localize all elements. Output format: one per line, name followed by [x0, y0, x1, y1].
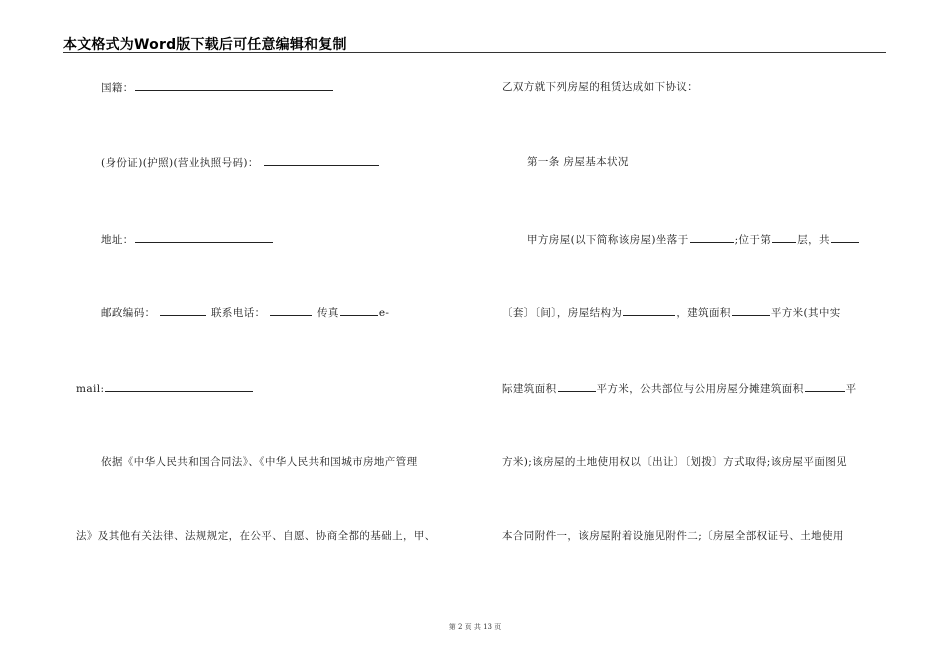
fax-blank	[340, 305, 378, 316]
building-area-label: ，建筑面积	[676, 307, 731, 319]
location-blank	[690, 232, 734, 243]
header-divider	[63, 52, 886, 53]
address-line	[101, 232, 274, 247]
address-label: 地址：	[101, 234, 134, 246]
attachment-line: 本合同附件一，该房屋附着设施见附件二;〔房屋全部权证号、土地使用	[502, 530, 844, 542]
agreement-intro: 乙双方就下列房屋的租赁达成如下协议：	[502, 81, 699, 93]
floor-blank	[772, 232, 796, 243]
structure-line	[502, 305, 841, 320]
fax-label: 传真	[317, 307, 339, 319]
actual-area-line	[502, 381, 857, 396]
structure-label: 〔套〕〔间〕，房屋结构为	[502, 307, 623, 319]
email-line	[76, 381, 254, 396]
structure-blank	[623, 305, 675, 316]
total-floors-blank	[831, 232, 859, 243]
basis-paragraph-line2: 法》及其他有关法律、法规规定，在公平、自愿、协商全都的基础上，甲、	[76, 530, 436, 542]
land-use-line: 方米);该房屋的土地使用权以〔出让〕〔划拨〕方式取得;该房屋平面图见	[502, 456, 848, 468]
address-blank	[135, 232, 273, 243]
shared-area-label: 平方米，公共部位与公用房屋分摊建筑面积	[596, 383, 804, 395]
floor-label: ;位于第	[734, 234, 772, 246]
email-blank	[105, 381, 253, 392]
nationality-label: 国籍：	[101, 82, 134, 94]
email-label: mail:	[76, 383, 105, 395]
id-blank	[264, 155, 379, 166]
document-header-title: 本文格式为Word版下载后可任意编辑和复制	[63, 37, 347, 53]
phone-blank	[270, 305, 312, 316]
nationality-line	[101, 80, 334, 95]
basis-paragraph-line1: 依据《中华人民共和国合同法》、《中华人民共和国城市房地产管理	[101, 456, 418, 468]
sqm-label: 平方米(其中实	[770, 307, 841, 319]
shared-area-blank	[805, 381, 845, 392]
article-one-heading: 第一条 房屋基本状况	[527, 156, 629, 168]
total-floors-label: 层，共	[797, 234, 830, 246]
actual-area-blank	[558, 381, 596, 392]
contact-line	[101, 305, 389, 320]
phone-label: 联系电话：	[211, 307, 266, 319]
postal-label: 邮政编码：	[101, 307, 156, 319]
location-line	[527, 232, 860, 247]
sqm-label-2: 平	[845, 383, 857, 395]
nationality-blank	[135, 80, 333, 91]
location-label: 甲方房屋(以下简称该房屋)坐落于	[527, 234, 689, 246]
actual-area-label: 际建筑面积	[502, 383, 557, 395]
building-area-blank	[732, 305, 770, 316]
id-line	[101, 155, 380, 170]
postal-blank	[160, 305, 206, 316]
id-label: (身份证)(护照)(营业执照号码)：	[101, 157, 259, 169]
email-prefix: e-	[378, 307, 390, 319]
page-number: 第 2 页 共 13 页	[448, 623, 502, 631]
